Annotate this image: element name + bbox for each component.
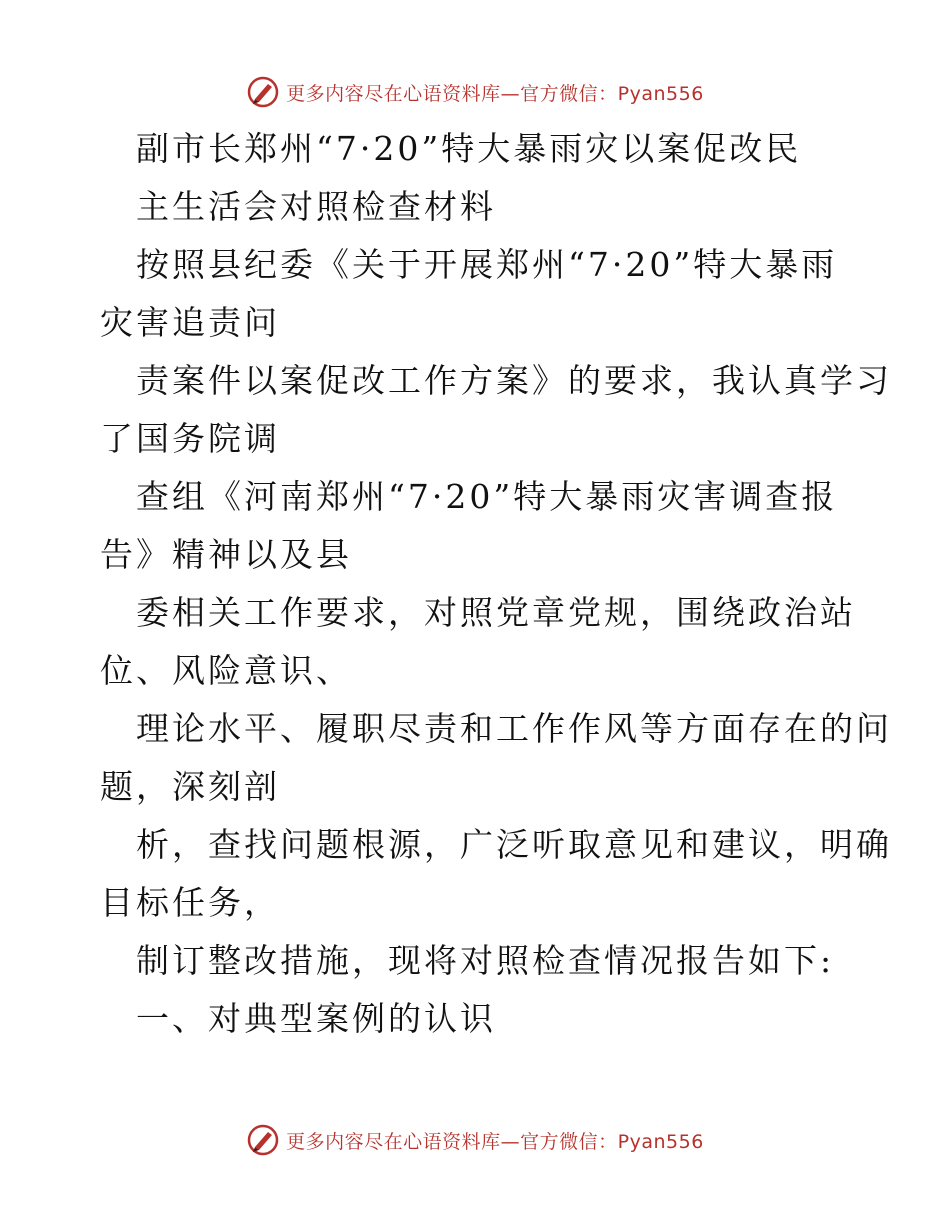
watermark-text: 更多内容尽在心语资料库—官方微信：Pyan556 — [286, 82, 704, 105]
watermark-header — [0, 72, 950, 112]
pen-logo-icon — [246, 1123, 280, 1157]
doc-line: 查组《河南郑州“7·20”特大暴雨灾害调查报 — [136, 477, 838, 516]
doc-line: 析，查找问题根源，广泛听取意见和建议，明确 — [136, 825, 892, 864]
pen-logo-icon — [246, 75, 280, 109]
doc-line: 责案件以案促改工作方案》的要求，我认真学习 — [136, 361, 892, 400]
watermark-footer — [0, 1120, 950, 1160]
doc-line: 了国务院调 — [100, 419, 280, 458]
doc-line: 按照县纪委《关于开展郑州“7·20”特大暴雨 — [136, 245, 838, 284]
doc-line: 委相关工作要求，对照党章党规，围绕政治站 — [136, 593, 856, 632]
section-heading: 一、对典型案例的认识 — [136, 999, 496, 1038]
doc-line: 题，深刻剖 — [100, 767, 280, 806]
doc-line: 理论水平、履职尽责和工作作风等方面存在的问 — [136, 709, 892, 748]
doc-title-line-2: 主生活会对照检查材料 — [136, 187, 496, 226]
watermark-id: Pyan556 — [617, 82, 704, 105]
doc-line: 灾害追责问 — [100, 303, 280, 342]
doc-line: 目标任务， — [100, 883, 280, 922]
doc-line: 位、风险意识、 — [100, 651, 352, 690]
watermark-id: Pyan556 — [617, 1130, 704, 1153]
watermark-text: 更多内容尽在心语资料库—官方微信：Pyan556 — [286, 1130, 704, 1153]
doc-line: 制订整改措施，现将对照检查情况报告如下: — [136, 941, 835, 980]
doc-line: 告》精神以及县 — [100, 535, 352, 574]
doc-title-line-1: 副市长郑州“7·20”特大暴雨灾以案促改民 — [136, 129, 802, 168]
